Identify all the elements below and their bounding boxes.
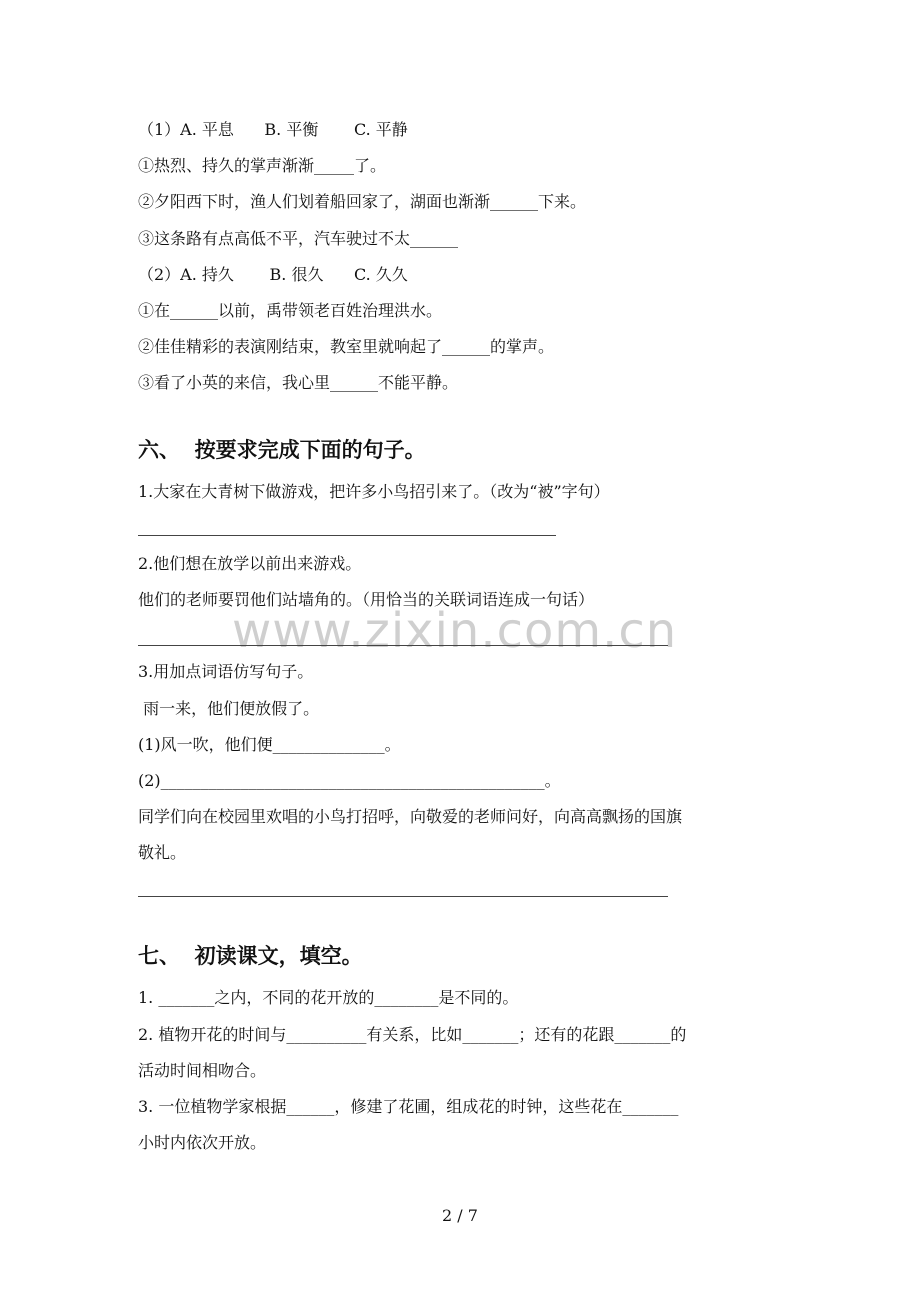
six-item-3-2: (2)________________________________________________。 [138, 771, 561, 790]
six-item-3-example: 雨一来，他们便放假了。 [138, 699, 320, 718]
seven-item-1: 1. _______之内，不同的花开放的________是不同的。 [138, 988, 519, 1007]
q1-sentence-3: ③这条路有点高低不平，汽车驶过不太______ [138, 229, 459, 248]
six-item-4-line-1: 同学们向在校园里欢唱的小鸟打招呼，向敬爱的老师问好，向高高飘扬的国旗 [138, 807, 683, 826]
q2-options: （2）A. 持久 B. 很久 C. 久久 [138, 265, 408, 284]
six-item-2a: 2.他们想在放学以前出来游戏。 [138, 554, 362, 573]
six-item-2b: 他们的老师要罚他们站墙角的。（用恰当的关联词语连成一句话） [138, 590, 595, 609]
q2-sentence-1: ①在______以前，禹带领老百姓治理洪水。 [138, 301, 443, 320]
answer-line [138, 896, 668, 897]
six-item-3: 3.用加点词语仿写句子。 [138, 662, 314, 681]
q2-sentence-2: ②佳佳精彩的表演刚结束，教室里就响起了______的掌声。 [138, 337, 555, 356]
q1-options: （1）A. 平息 B. 平衡 C. 平静 [138, 120, 408, 139]
seven-item-3-line-1: 3. 一位植物学家根据______，修建了花圃，组成花的时钟，这些花在_______ [138, 1097, 679, 1116]
q1-sentence-2: ②夕阳西下时，渔人们划着船回家了，湖面也渐渐______下来。 [138, 192, 587, 211]
seven-item-3-line-2: 小时内依次开放。 [138, 1133, 267, 1152]
page-number: 2 / 7 [442, 1206, 478, 1225]
six-item-1: 1.大家在大青树下做游戏，把许多小鸟招引来了。（改为“被”字句） [138, 482, 610, 501]
q1-sentence-1: ①热烈、持久的掌声渐渐_____了。 [138, 156, 387, 175]
q2-sentence-3: ③看了小英的来信，我心里______不能平静。 [138, 373, 459, 392]
answer-line [138, 535, 556, 536]
six-item-4-line-2: 敬礼。 [138, 843, 187, 862]
answer-line [138, 645, 668, 646]
seven-item-2-line-1: 2. 植物开花的时间与__________有关系，比如_______；还有的花跟_______的 [138, 1025, 687, 1044]
seven-item-2-line-2: 活动时间相吻合。 [138, 1061, 267, 1080]
section-six-heading: 六、 按要求完成下面的句子。 [138, 437, 426, 462]
six-item-3-1: (1)风一吹，他们便______________。 [138, 735, 401, 754]
watermark: www.zixin.com.cn [232, 603, 678, 659]
section-seven-heading: 七、 初读课文，填空。 [138, 943, 363, 968]
